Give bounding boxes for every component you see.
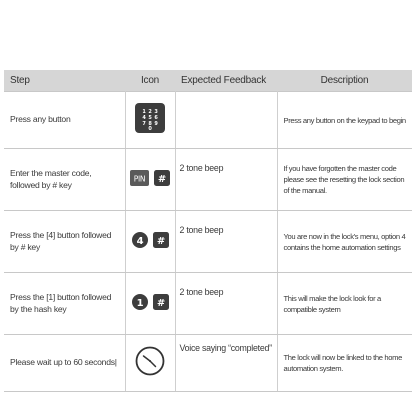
- table-row: [4, 211, 412, 273]
- header-step: Step: [4, 70, 125, 92]
- feedback-cell: [175, 92, 277, 149]
- feedback-cell: Voice saying “completed”: [175, 335, 277, 392]
- hash-icon-label: #: [157, 173, 167, 185]
- table-header-row: [4, 70, 412, 92]
- clock-icon: [135, 346, 165, 376]
- svg-text:0: 0: [148, 126, 152, 133]
- step-cell: Press the [1] button followed by the hash key: [4, 273, 125, 335]
- description-cell: You are now in the lock's menu, option 4 contains the home automation settings: [277, 211, 412, 273]
- steps-table: [4, 70, 412, 392]
- icon-cell: [125, 92, 175, 149]
- description-cell: Press any button on the keypad to begin: [277, 92, 412, 149]
- step-cell: Press any button: [4, 92, 125, 149]
- svg-text:1: 1: [142, 109, 146, 116]
- icon-cell: [125, 273, 175, 335]
- header-icon: Icon: [125, 70, 175, 92]
- svg-text:5: 5: [148, 115, 152, 122]
- svg-text:9: 9: [154, 121, 158, 128]
- pin-icon: [130, 170, 149, 186]
- step-cell: Press the [4] button followed by # key: [4, 211, 125, 273]
- svg-text:2: 2: [148, 109, 152, 116]
- feedback-cell: 2 tone beep: [175, 149, 277, 211]
- keypad-icon: [135, 103, 165, 133]
- header-description: Description: [277, 70, 412, 92]
- table-row: [4, 92, 412, 149]
- svg-text:6: 6: [154, 115, 158, 122]
- hash-icon-label: #: [156, 235, 165, 247]
- header-expected-feedback: Expected Feedback: [175, 70, 277, 92]
- step-cell: Enter the master code, followed by # key: [4, 149, 125, 211]
- pin-icon-label: PIN: [133, 174, 146, 184]
- table-row: [4, 335, 412, 392]
- table-row: [4, 149, 412, 211]
- feedback-cell: 2 tone beep: [175, 211, 277, 273]
- icon-cell: [125, 149, 175, 211]
- hash-key-icon: [153, 294, 169, 310]
- number-four-label: 4: [136, 235, 143, 247]
- hash-key-icon: [153, 232, 169, 248]
- svg-text:4: 4: [142, 115, 146, 122]
- description-cell: This will make the lock look for a compatible system: [277, 273, 412, 335]
- number-four-key-icon: [132, 232, 148, 248]
- icon-cell: [125, 211, 175, 273]
- hash-key-icon: [154, 170, 170, 186]
- description-cell: The lock will now be linked to the home automation system.: [277, 335, 412, 392]
- number-one-key-icon: [132, 294, 148, 310]
- step-cell: Please wait up to 60 seconds|: [4, 335, 125, 392]
- feedback-cell: 2 tone beep: [175, 273, 277, 335]
- table-row: [4, 273, 412, 335]
- svg-text:8: 8: [148, 121, 152, 128]
- hash-icon-label: #: [156, 297, 165, 309]
- svg-text:7: 7: [142, 121, 146, 128]
- number-one-label: 1: [136, 297, 143, 309]
- svg-text:3: 3: [154, 109, 158, 116]
- icon-cell: [125, 335, 175, 392]
- description-cell: If you have forgotten the master code please see the resetting the lock section of the manual.: [277, 149, 412, 211]
